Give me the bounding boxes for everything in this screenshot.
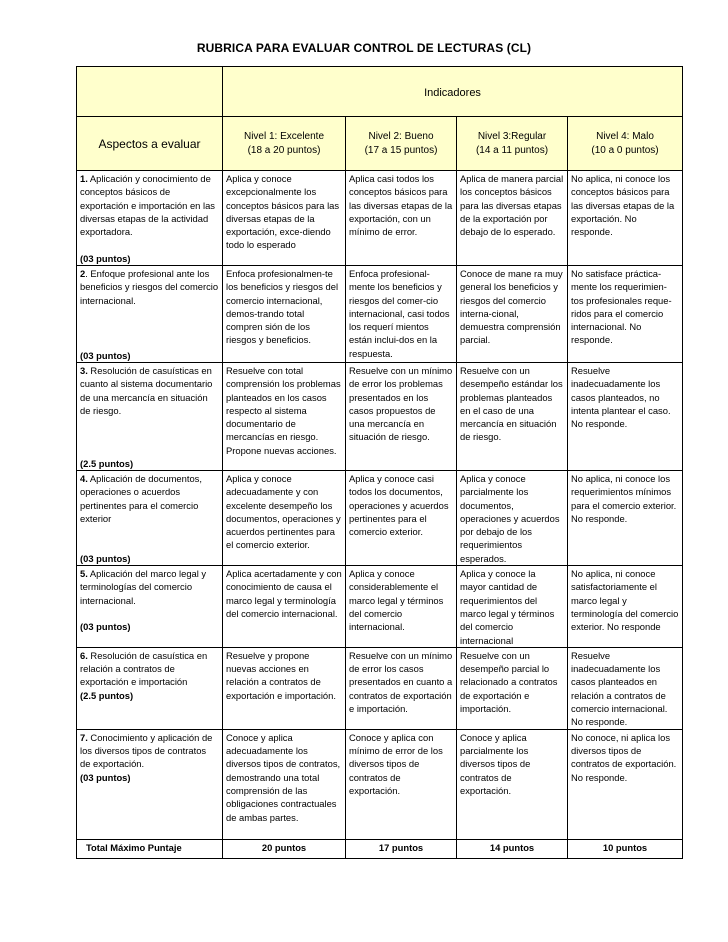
level-3-cell: Resuelve con un desempeño parcial lo relacionado a contratos de exportación e importación.: [457, 647, 568, 729]
table-row: [77, 471, 683, 566]
aspect-text: Resolución de casuísticas en cuanto al sistema documentario de una mercancía en situación de riesgo.: [80, 365, 213, 416]
level-1-range: (18 a 20 puntos): [247, 145, 321, 156]
table-row: [77, 566, 683, 648]
level-1-header: [223, 117, 346, 171]
total-row: [77, 839, 683, 858]
level-2-cell: Resuelve con un mínimo de error los casos presentados en cuanto a contratos de exportación e importación.: [346, 647, 457, 729]
aspect-cell: [77, 363, 223, 471]
level-2-range: (17 a 15 puntos): [364, 145, 438, 156]
level-3-name: Nivel 3:Regular: [477, 131, 547, 142]
aspect-number: 2: [80, 268, 86, 279]
aspect-text: Aplicación del marco legal y terminologías del comercio internacional.: [80, 568, 207, 606]
aspect-points: (03 puntos): [80, 349, 131, 361]
level-2-cell: Aplica y conoce casi todos los documentos, operaciones y acuerdos pertinentes para el comercio exterior.: [346, 471, 457, 566]
level-1-cell: Resuelve y propone nuevas acciones en relación a contratos de exportación e importación.: [223, 647, 346, 729]
level-3-cell: Conoce de mane ra muy general los beneficios y riesgos del comercio interna-cional, demuestra comprensión parcial.: [457, 266, 568, 363]
level-3-cell: Aplica y conoce parcialmente los documentos, operaciones y acuerdos por debajo de los requerimientos esperados.: [457, 471, 568, 566]
total-level-3: 14 puntos: [457, 839, 568, 858]
aspect-points: (03 puntos): [80, 621, 131, 633]
level-2-cell: Enfoca profesional-mente los beneficios y riesgos del comer-cio internacional, casi todos los requerí mientos están inclui-dos en la respuesta.: [346, 266, 457, 363]
aspect-text: Aplicación de documentos, operaciones o acuerdos pertinentes para el comercio exterior: [80, 473, 202, 524]
indicadores-label: Indicadores: [424, 86, 481, 99]
level-2-cell: Conoce y aplica con mínimo de error de los diversos tipos de contratos de exportación.: [346, 729, 457, 839]
level-4-range: (10 a 0 puntos): [591, 145, 659, 156]
level-3-cell: Resuelve con un desempeño estándar los problemas planteados en el caso de una mercancía en situación de riesgo.: [457, 363, 568, 471]
level-3-cell: Aplica de manera parcial los conceptos básicos para las diversas etapas de la exportación por debajo de lo esperado.: [457, 171, 568, 266]
rubric-table: [76, 66, 683, 859]
total-level-1: 20 puntos: [223, 839, 346, 858]
level-4-cell: Resuelve inadecuadamente los casos planteados en relación a contratos de comercio internacional. No responde.: [568, 647, 683, 729]
level-4-cell: No conoce, ni aplica los diversos tipos de contratos de exportación. No responde.: [568, 729, 683, 839]
aspect-text: Conocimiento y aplicación de los diversos tipos de contratos de exportación.: [80, 731, 213, 770]
level-1-cell: Enfoca profesionalmen-te los beneficios y riesgos del comercio internacional, demos-trando total compren sión de los riesgos y beneficios.: [223, 266, 346, 363]
aspect-text: Aplicación y conocimiento de conceptos básicos de exportación e importación en las diversas etapas de la actividad exportadora.: [80, 173, 215, 238]
indicators-header-row: [77, 67, 683, 117]
level-2-cell: Aplica y conoce considerablemente el marco legal y términos del comercio internacional.: [346, 566, 457, 648]
aspect-number: 5.: [80, 568, 88, 580]
level-4-header: [568, 117, 683, 171]
aspect-number: 4.: [80, 473, 88, 484]
level-1-name: Nivel 1: Excelente: [243, 131, 325, 142]
aspect-number: 3.: [80, 365, 88, 376]
level-3-header: [457, 117, 568, 171]
aspect-points: (03 puntos): [80, 552, 131, 564]
level-4-name: Nivel 4: Malo: [596, 131, 654, 142]
level-4-cell: Resuelve inadecuadamente los casos planteados, no intenta plantear el caso. No responde.: [568, 363, 683, 471]
aspect-number: 7.: [80, 731, 88, 743]
table-row: [77, 647, 683, 729]
level-4-cell: No satisface práctica-mente los requerimien-tos profesionales reque-ridos para el comercio internacional. No responde.: [568, 266, 683, 363]
page-title: RUBRICA PARA EVALUAR CONTROL DE LECTURAS (CL): [196, 41, 532, 55]
aspect-points: (03 puntos): [80, 252, 131, 264]
level-1-cell: Aplica y conoce excepcionalmente los conceptos básicos para las diversas etapas de la exportación, exce-diendo todo lo esperado: [223, 171, 346, 266]
level-1-cell: Conoce y aplica adecuadamente los diversos tipos de contratos, demostrando una total comprensión de las obligaciones contractuales de ambas partes.: [223, 729, 346, 839]
level-2-header: [346, 117, 457, 171]
aspect-points: (2.5 puntos): [80, 457, 134, 469]
aspect-points: (03 puntos): [80, 771, 131, 783]
aspect-cell: [77, 471, 223, 566]
level-1-cell: Aplica y conoce adecuadamente y con excelente desempeño los documentos, operaciones y acuerdos pertinentes para el comercio exterior.: [223, 471, 346, 566]
levels-header-row: [77, 117, 683, 171]
aspect-number: 6.: [80, 649, 88, 661]
aspect-cell: [77, 647, 223, 729]
table-row: [77, 363, 683, 471]
level-2-cell: Resuelve con un mínimo de error los problemas presentados en los casos propuestos de una mercancía en situación de riesgo.: [346, 363, 457, 471]
level-4-cell: No aplica, ni conoce los requerimientos mínimos para el comercio exterior. No responde.: [568, 471, 683, 566]
total-level-4: 10 puntos: [568, 839, 683, 858]
total-label: Total Máximo Puntaje: [77, 839, 223, 858]
level-3-cell: Aplica y conoce la mayor cantidad de requerimientos del marco legal y términos del comercio internacional: [457, 566, 568, 648]
aspect-cell: [77, 566, 223, 648]
level-2-cell: Aplica casi todos los conceptos básicos para las diversas etapas de la exportación, con un mínimo de error.: [346, 171, 457, 266]
aspect-number: 1.: [80, 173, 88, 184]
total-level-2: 17 puntos: [346, 839, 457, 858]
level-3-range: (14 a 11 puntos): [475, 145, 549, 156]
aspect-text: . Enfoque profesional ante los beneficios y riesgos del comercio internacional.: [80, 268, 219, 306]
level-1-cell: Aplica acertadamente y con conocimiento de causa el marco legal y terminología del comercio internacional.: [223, 566, 346, 648]
corner-cell: [77, 67, 223, 117]
indicadores-header: [223, 67, 683, 117]
level-1-cell: Resuelve con total comprensión los problemas planteados en los casos respecto al sistema documentario de mercancías en riesgo. Propone nuevas acciones.: [223, 363, 346, 471]
aspect-points: (2.5 puntos): [80, 689, 134, 701]
table-row: [77, 171, 683, 266]
level-2-name: Nivel 2: Bueno: [368, 131, 434, 142]
aspect-text: Resolución de casuística en relación a contratos de exportación e importación: [80, 649, 208, 688]
aspect-cell: [77, 171, 223, 266]
aspect-cell: [77, 729, 223, 839]
table-row: [77, 266, 683, 363]
level-3-cell: Conoce y aplica parcialmente los diversos tipos de contratos de exportación.: [457, 729, 568, 839]
table-row: [77, 729, 683, 839]
level-4-cell: No aplica, ni conoce los conceptos básicos para las diversas etapas de la exportación. No responde.: [568, 171, 683, 266]
aspect-header: Aspectos a evaluar: [77, 117, 223, 171]
level-4-cell: No aplica, ni conoce satisfactoriamente el marco legal y terminología del comercio exterior. No responde: [568, 566, 683, 648]
aspect-cell: [77, 266, 223, 363]
